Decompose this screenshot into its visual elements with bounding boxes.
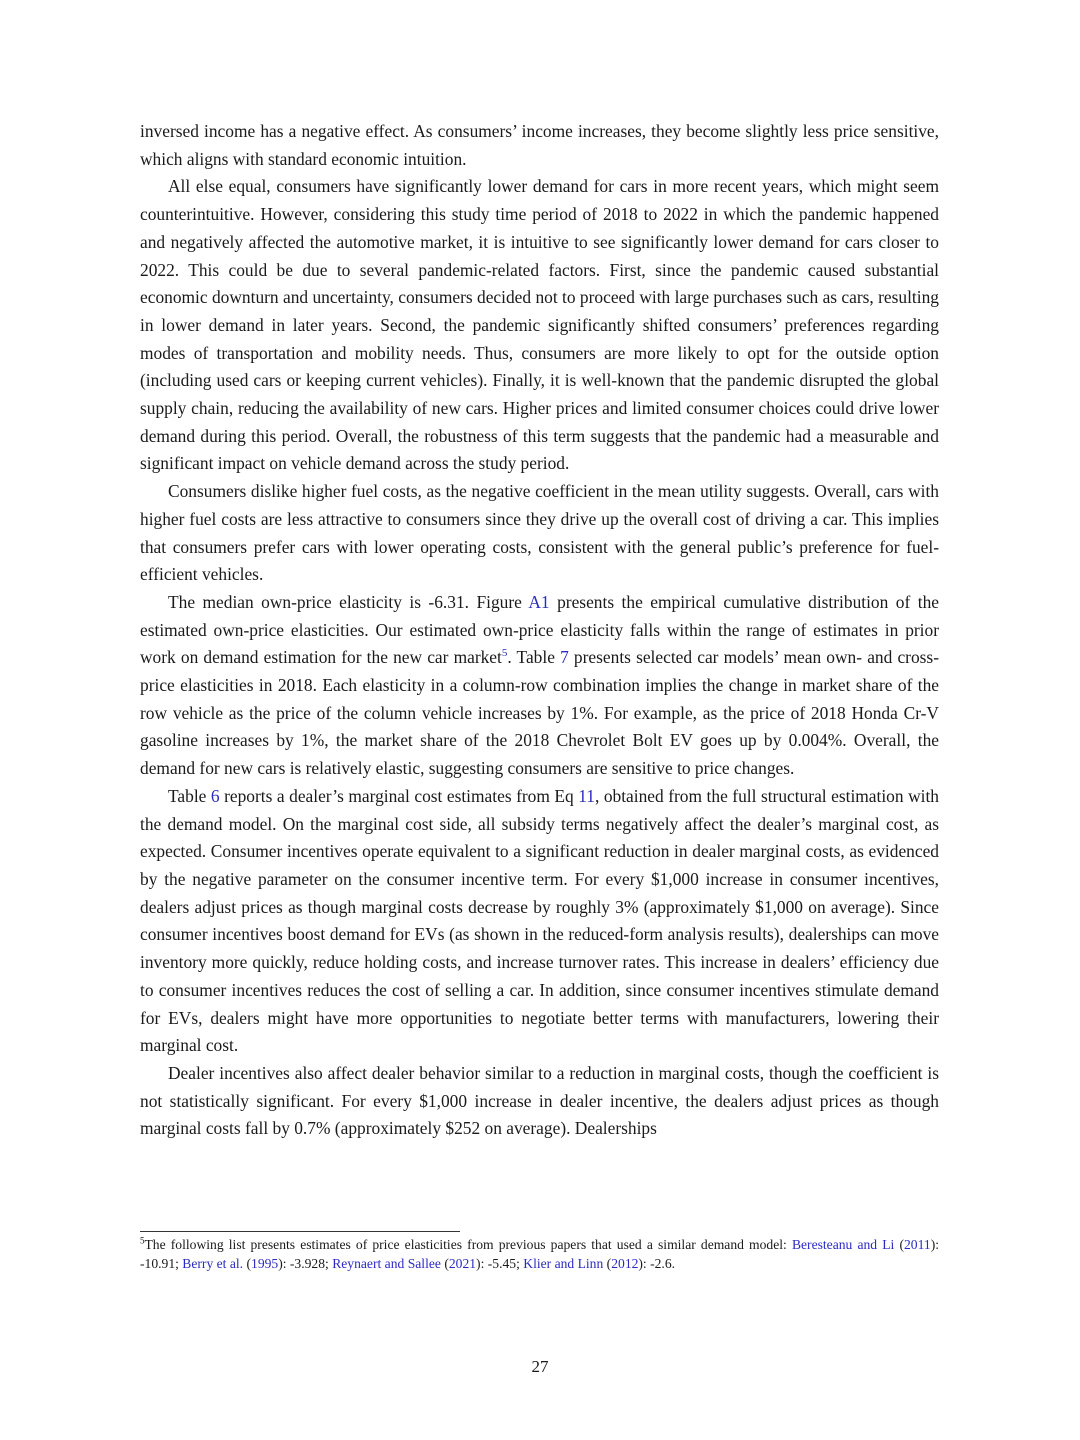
cross-reference-link[interactable]: 6 — [210, 785, 220, 806]
footnote — [140, 1236, 939, 1273]
text-run: Table — [168, 785, 211, 806]
cross-reference-link[interactable]: 2021 — [448, 1255, 477, 1271]
text-run: All else equal, consumers have significantly lower demand for cars in more recent years, which might seem counterintuitive. However, considering this study time period of 2018 to 2022 in which the pandemic happened and negatively affected the automotive market, it is intuitive to see significantly lower demand for cars closer to 2022. This could be due to several pandemic-related factors. First, since the pandemic caused substantial economic downturn and uncertainty, consumers decided not to proceed with large purchases such as cars, resulting in lower demand in later years. Second, the pandemic significantly shifted consumers’ preferences regarding modes of transportation and mobility needs. Thus, consumers are more likely to opt for the outside option (including used cars or keeping current vehicles). Finally, it is well-known that the pandemic disrupted the global supply chain, reducing the availability of new cars. Higher prices and limited consumer choices could drive lower demand during this period. Overall, the robustness of this term suggests that the pandemic had a measurable and significant impact on vehicle demand across the study period. — [140, 176, 939, 474]
text-run: ( — [243, 1255, 252, 1271]
cross-reference-link[interactable]: A1 — [528, 591, 550, 612]
footnote-marker: 5 — [140, 1235, 145, 1246]
paragraph — [140, 173, 939, 478]
paragraph — [140, 1060, 939, 1143]
footnote-marker[interactable]: 5 — [501, 647, 508, 660]
paragraph — [140, 478, 939, 589]
cross-reference-link[interactable]: Reynaert and Sallee — [332, 1255, 441, 1271]
text-run: reports a dealer’s marginal cost estimates from Eq — [219, 785, 579, 806]
text-run: ( — [894, 1237, 904, 1252]
cross-reference-link[interactable]: 1995 — [251, 1255, 279, 1271]
cross-reference-link[interactable]: 2012 — [611, 1255, 639, 1271]
paragraph — [140, 118, 939, 173]
paragraph — [140, 589, 939, 783]
cross-reference-link[interactable]: 7 — [560, 647, 569, 668]
text-run: presents the empirical cumulative distribution of the estimated own-price elasticities. Our estimated own-price elasticity falls within the range of estimates in prior work on demand estimation for the new car market — [140, 591, 939, 668]
text-run: The median own-price elasticity is -6.31. Figure — [168, 591, 529, 612]
footnote-divider — [140, 1231, 460, 1232]
text-run: ( — [440, 1255, 449, 1271]
text-run: inversed income has a negative effect. As consumers’ income increases, they become slightly less price sensitive, which aligns with standard economic intuition. — [140, 121, 939, 169]
text-run: ( — [603, 1255, 612, 1271]
body-text — [140, 118, 939, 1143]
text-run: Consumers dislike higher fuel costs, as the negative coefficient in the mean utility suggests. Overall, cars with higher fuel costs are less attractive to consumers since they drive up the overall cost of driving a car. This implies that consumers prefer cars with lower operating costs, consistent with the general public’s preference for fuel-efficient vehicles. — [140, 481, 939, 585]
cross-reference-link[interactable]: Berry et al. — [182, 1255, 244, 1271]
text-run: ): -3.928; — [278, 1255, 333, 1271]
text-run: . Table — [507, 647, 561, 668]
page-number: 27 — [531, 1357, 549, 1376]
cross-reference-link[interactable]: 2011 — [904, 1237, 931, 1252]
cross-reference-link[interactable]: Beresteanu and Li — [791, 1237, 895, 1252]
text-run: ): -5.45; — [476, 1255, 524, 1271]
text-run: The following list presents estimates of price elasticities from previous papers that used a similar demand model: — [144, 1237, 792, 1252]
cross-reference-link[interactable]: Klier and Linn — [523, 1255, 604, 1271]
text-run: ): -10.91; — [140, 1237, 939, 1271]
paragraph — [140, 783, 939, 1060]
text-run: , obtained from the full structural estimation with the demand model. On the marginal cost side, all subsidy terms negatively affect the dealer’s marginal cost, as expected. Consumer incentives operate equivalent to a significant reduction in dealer marginal costs, as evidenced by the negative parameter on the consumer incentive term. For every $1,000 increase in consumer incentives, dealers adjust prices as though marginal costs decrease by roughly 3% (approximately $1,000 on average). Since consumer incentives boost demand for EVs (as shown in the reduced-form analysis results), dealerships can move inventory more quickly, reduce holding costs, and increase turnover rates. This increase in dealers’ efficiency due to consumer incentives reduces the cost of selling a car. In addition, since consumer incentives stimulate demand for EVs, dealers might have more opportunities to negotiate better terms with manufacturers, lowering their marginal cost. — [140, 785, 939, 1056]
text-run: ): -2.6. — [638, 1255, 676, 1271]
text-run: Dealer incentives also affect dealer behavior similar to a reduction in marginal costs, though the coefficient is not statistically significant. For every $1,000 increase in dealer incentive, the dealers adjust prices as though marginal costs fall by 0.7% (approximately $252 on average). Dealerships — [140, 1062, 939, 1139]
cross-reference-link[interactable]: 11 — [578, 785, 595, 806]
text-run: presents selected car models’ mean own- and cross-price elasticities in 2018. Each elasticity in a column-row combination implies the change in market share of the row vehicle as the price of the column vehicle increases by 1%. For example, as the price of 2018 Honda Cr-V gasoline increases by 1%, the market share of the 2018 Chevrolet Bolt EV goes up by 0.004%. Overall, the demand for new cars is relatively elastic, suggesting consumers are sensitive to price changes. — [140, 647, 939, 779]
